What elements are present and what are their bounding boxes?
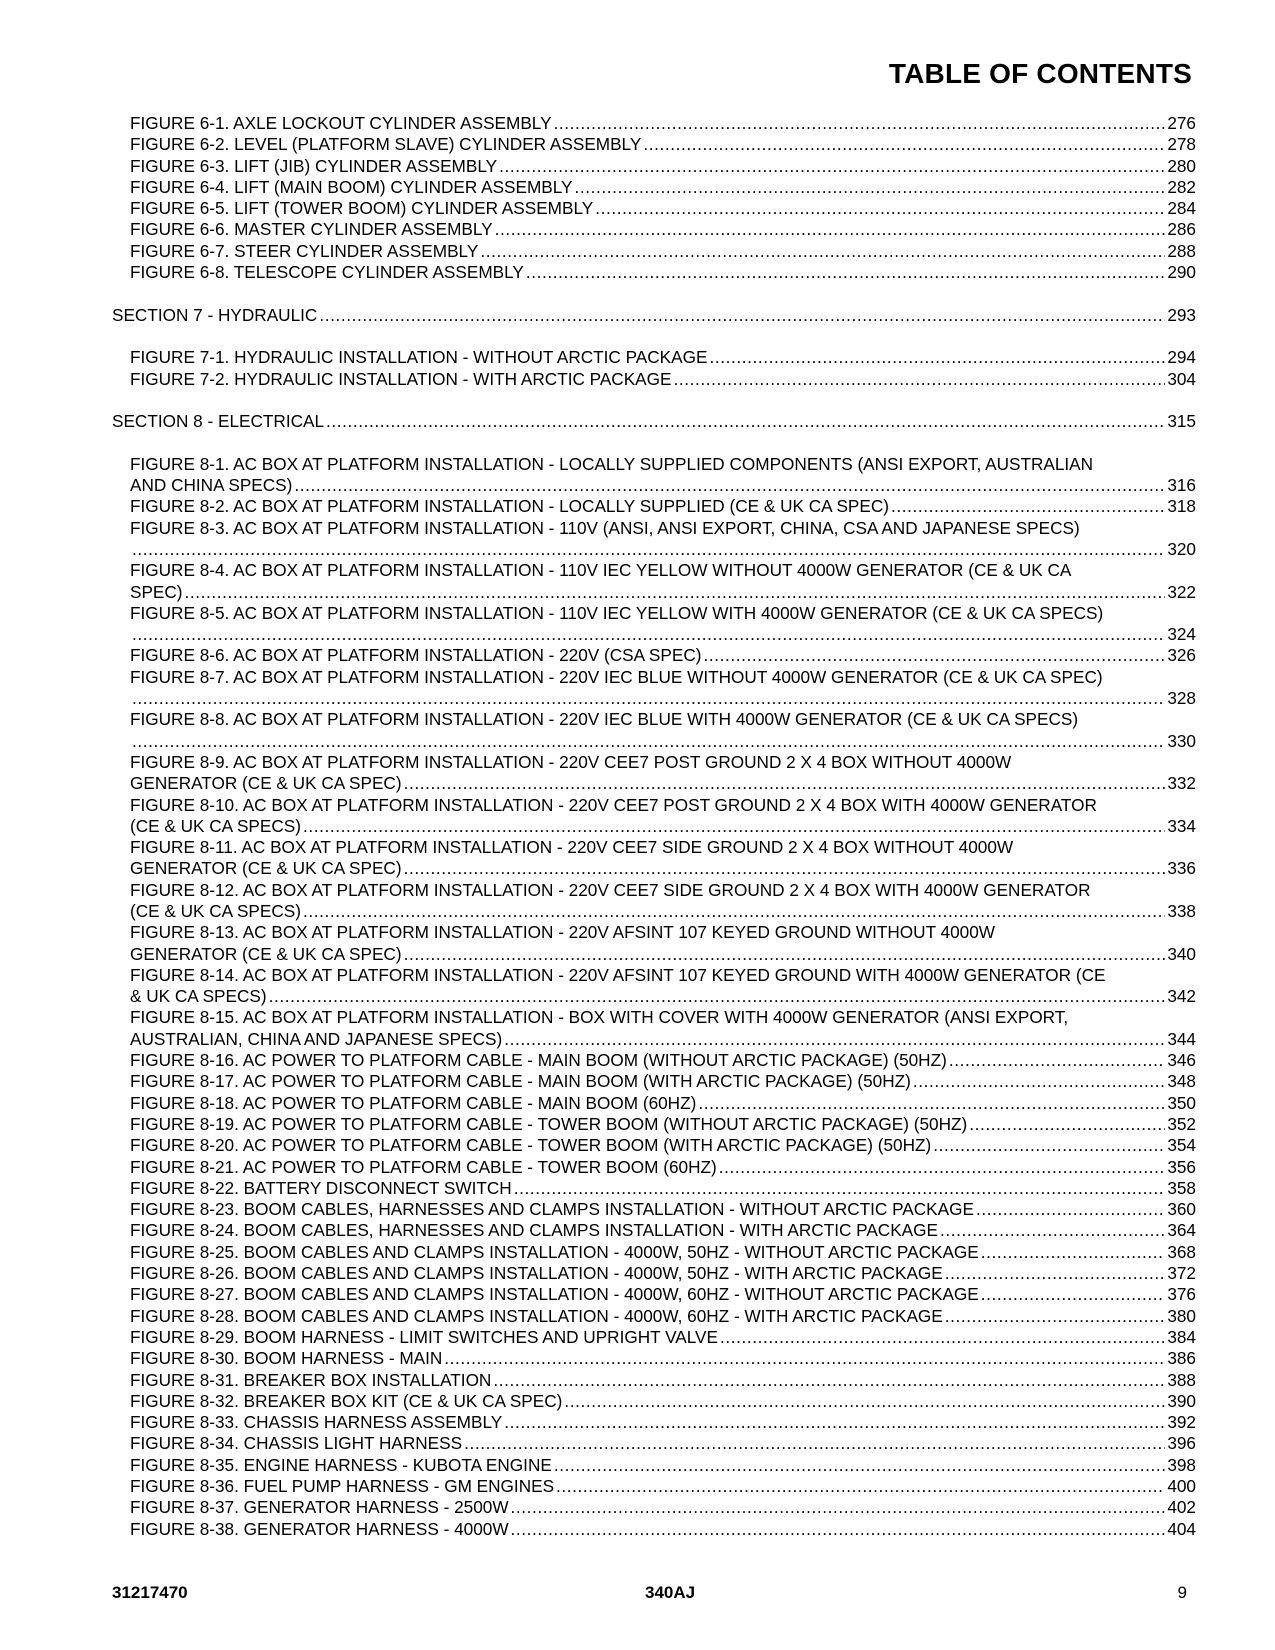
dot-leader bbox=[499, 156, 1165, 177]
toc-page-number: 276 bbox=[1167, 113, 1196, 133]
toc-entry-title: & UK CA SPECS) bbox=[130, 986, 267, 1007]
dot-leader bbox=[945, 1263, 1166, 1284]
dot-leader bbox=[464, 1433, 1165, 1454]
toc-figure-entry[interactable] bbox=[0, 1263, 1275, 1284]
toc-page-number: 364 bbox=[1167, 1220, 1196, 1241]
toc-entry-title: FIGURE 6-5. LIFT (TOWER BOOM) CYLINDER ASSEMBLY bbox=[130, 198, 594, 219]
toc-figure-entry[interactable] bbox=[0, 1093, 1275, 1114]
toc-entry-title: FIGURE 8-38. GENERATOR HARNESS - 4000W bbox=[130, 1518, 509, 1539]
dot-leader bbox=[404, 773, 1166, 794]
toc-entry-title: FIGURE 8-30. BOOM HARNESS - MAIN bbox=[130, 1348, 443, 1369]
toc-figure-entry[interactable] bbox=[0, 113, 1275, 134]
footer-part-number: 31217470 bbox=[112, 1583, 188, 1602]
dot-leader bbox=[514, 1178, 1166, 1199]
toc-page-number: 326 bbox=[1167, 645, 1196, 666]
toc-figure-entry[interactable] bbox=[0, 688, 1275, 709]
toc-figure-entry[interactable] bbox=[0, 901, 1275, 922]
toc-entry-heading-line[interactable]: FIGURE 8-14. AC BOX AT PLATFORM INSTALLATION - 220V AFSINT 107 KEYED GROUND WITH 4000W GENERATOR (CE bbox=[130, 964, 1106, 985]
toc-list bbox=[0, 113, 1275, 1540]
toc-figure-entry[interactable] bbox=[0, 1519, 1275, 1540]
dot-leader bbox=[981, 1242, 1166, 1263]
toc-figure-entry[interactable] bbox=[0, 816, 1275, 837]
toc-figure-entry[interactable] bbox=[0, 1157, 1275, 1178]
toc-page-number: 352 bbox=[1167, 1113, 1196, 1134]
dot-leader bbox=[480, 241, 1165, 262]
toc-section-entry[interactable] bbox=[0, 305, 1275, 326]
toc-figure-entry[interactable] bbox=[0, 1370, 1275, 1391]
toc-entry-heading-line[interactable]: FIGURE 8-9. AC BOX AT PLATFORM INSTALLATION - 220V CEE7 POST GROUND 2 X 4 BOX WITHOUT 4000W bbox=[130, 751, 1012, 772]
toc-entry-heading-line[interactable]: FIGURE 8-13. AC BOX AT PLATFORM INSTALLATION - 220V AFSINT 107 KEYED GROUND WITHOUT 4000W bbox=[130, 922, 995, 943]
toc-entry-title: SECTION 8 - ELECTRICAL bbox=[112, 411, 325, 432]
toc-page-number: 348 bbox=[1167, 1071, 1196, 1092]
toc-page-number: 390 bbox=[1167, 1390, 1196, 1411]
toc-page-number: 400 bbox=[1167, 1476, 1196, 1496]
toc-figure-entry[interactable] bbox=[0, 1391, 1275, 1412]
dot-leader bbox=[913, 1071, 1165, 1092]
toc-figure-entry[interactable] bbox=[0, 496, 1275, 517]
toc-entry-title: GENERATOR (CE & UK CA SPEC) bbox=[130, 858, 402, 879]
toc-figure-entry[interactable] bbox=[0, 347, 1275, 368]
toc-entry-title: FIGURE 7-1. HYDRAULIC INSTALLATION - WITHOUT ARCTIC PACKAGE bbox=[130, 347, 708, 368]
toc-figure-entry[interactable] bbox=[0, 1050, 1275, 1071]
toc-page-number: 368 bbox=[1167, 1241, 1196, 1262]
toc-page-number: 324 bbox=[1167, 624, 1196, 645]
toc-page-number: 282 bbox=[1167, 176, 1196, 197]
dot-leader bbox=[556, 1476, 1165, 1497]
toc-figure-entry[interactable] bbox=[0, 241, 1275, 262]
dot-leader bbox=[526, 262, 1165, 283]
toc-entry-heading-line[interactable]: FIGURE 8-8. AC BOX AT PLATFORM INSTALLATION - 220V IEC BLUE WITH 4000W GENERATOR (CE & UK CA SPECS) bbox=[130, 709, 1079, 730]
dot-leader bbox=[132, 731, 1165, 752]
toc-entry-title: FIGURE 6-3. LIFT (JIB) CYLINDER ASSEMBLY bbox=[130, 155, 498, 176]
toc-entry-title: AND CHINA SPECS) bbox=[130, 475, 293, 496]
toc-entry-title: FIGURE 6-7. STEER CYLINDER ASSEMBLY bbox=[130, 240, 479, 261]
toc-figure-entry[interactable] bbox=[0, 369, 1275, 390]
dot-leader bbox=[949, 1050, 1165, 1071]
toc-entry-heading-line[interactable]: FIGURE 8-12. AC BOX AT PLATFORM INSTALLATION - 220V CEE7 SIDE GROUND 2 X 4 BOX WITH 4000W GENERATOR bbox=[130, 879, 1091, 900]
toc-entry-heading-line[interactable]: FIGURE 8-4. AC BOX AT PLATFORM INSTALLATION - 110V IEC YELLOW WITHOUT 4000W GENERATOR (CE & UK CA bbox=[130, 560, 1072, 581]
toc-entry-title: FIGURE 8-36. FUEL PUMP HARNESS - GM ENGINES bbox=[130, 1476, 555, 1496]
dot-leader bbox=[511, 1497, 1166, 1518]
dot-leader bbox=[940, 1220, 1165, 1241]
toc-entry-title: FIGURE 8-19. AC POWER TO PLATFORM CABLE - TOWER BOOM (WITHOUT ARCTIC PACKAGE) (50HZ) bbox=[130, 1113, 968, 1134]
toc-page-number: 294 bbox=[1167, 347, 1196, 368]
toc-page-number: 334 bbox=[1167, 815, 1196, 836]
dot-leader bbox=[554, 1455, 1165, 1476]
toc-figure-entry[interactable] bbox=[0, 262, 1275, 283]
toc-entry-title: FIGURE 8-21. AC POWER TO PLATFORM CABLE - TOWER BOOM (60HZ) bbox=[130, 1156, 717, 1177]
toc-page-number: 356 bbox=[1167, 1156, 1196, 1177]
toc-figure-entry[interactable] bbox=[0, 1306, 1275, 1327]
dot-leader bbox=[269, 986, 1166, 1007]
dot-leader bbox=[326, 411, 1165, 432]
toc-page-number: 330 bbox=[1167, 730, 1196, 751]
toc-figure-entry[interactable] bbox=[0, 773, 1275, 794]
toc-page-number: 286 bbox=[1167, 219, 1196, 240]
toc-entry-heading-line[interactable]: FIGURE 8-5. AC BOX AT PLATFORM INSTALLATION - 110V IEC YELLOW WITH 4000W GENERATOR (CE & UK CA SPECS) bbox=[130, 602, 1104, 623]
dot-leader bbox=[303, 901, 1165, 922]
toc-figure-entry[interactable] bbox=[0, 198, 1275, 219]
toc-entry-title: FIGURE 8-27. BOOM CABLES AND CLAMPS INSTALLATION - 4000W, 60HZ - WITHOUT ARCTIC PACKAGE bbox=[130, 1284, 979, 1305]
footer-model: 340AJ bbox=[645, 1583, 696, 1602]
toc-page-number: 342 bbox=[1167, 986, 1196, 1007]
toc-entry-title: FIGURE 8-17. AC POWER TO PLATFORM CABLE - MAIN BOOM (WITH ARCTIC PACKAGE) (50HZ) bbox=[130, 1071, 911, 1092]
toc-entry-title: FIGURE 8-31. BREAKER BOX INSTALLATION bbox=[130, 1369, 492, 1390]
toc-page-number: 322 bbox=[1167, 581, 1196, 602]
dot-leader bbox=[511, 1519, 1166, 1540]
dot-leader bbox=[698, 1093, 1165, 1114]
toc-entry-title: FIGURE 8-34. CHASSIS LIGHT HARNESS bbox=[130, 1433, 463, 1454]
toc-entry-title: FIGURE 8-23. BOOM CABLES, HARNESSES AND CLAMPS INSTALLATION - WITHOUT ARCTIC PACKAGE bbox=[130, 1199, 974, 1220]
toc-figure-entry[interactable] bbox=[0, 731, 1275, 752]
toc-page-number: 386 bbox=[1167, 1348, 1196, 1369]
toc-figure-entry[interactable] bbox=[0, 156, 1275, 177]
toc-figure-entry[interactable] bbox=[0, 539, 1275, 560]
toc-section-entry[interactable] bbox=[0, 411, 1275, 432]
dot-leader bbox=[132, 539, 1165, 560]
toc-page-number: 344 bbox=[1167, 1028, 1196, 1049]
toc-entry-heading-line[interactable]: FIGURE 8-1. AC BOX AT PLATFORM INSTALLATION - LOCALLY SUPPLIED COMPONENTS (ANSI EXPORT, AUSTRALIAN bbox=[130, 453, 1094, 474]
dot-leader bbox=[976, 1199, 1165, 1220]
toc-entry-title: FIGURE 8-2. AC BOX AT PLATFORM INSTALLATION - LOCALLY SUPPLIED (CE & UK CA SPEC) bbox=[130, 496, 889, 517]
toc-page-number: 360 bbox=[1167, 1199, 1196, 1220]
toc-entry-title: GENERATOR (CE & UK CA SPEC) bbox=[130, 943, 402, 964]
toc-entry-heading-line[interactable]: FIGURE 8-3. AC BOX AT PLATFORM INSTALLATION - 110V (ANSI, ANSI EXPORT, CHINA, CSA AND JAPANESE SPECS) bbox=[130, 517, 1080, 538]
toc-entry-heading-line[interactable]: FIGURE 8-15. AC BOX AT PLATFORM INSTALLATION - BOX WITH COVER WITH 4000W GENERATOR (ANSI EXPORT, bbox=[130, 1007, 1069, 1028]
dot-leader bbox=[132, 688, 1165, 709]
toc-page-number: 398 bbox=[1167, 1454, 1196, 1475]
toc-page-number: 358 bbox=[1167, 1177, 1196, 1198]
dot-leader bbox=[945, 1306, 1166, 1327]
toc-page-number: 402 bbox=[1167, 1497, 1196, 1518]
toc-figure-entry[interactable] bbox=[0, 1178, 1275, 1199]
toc-figure-entry[interactable] bbox=[0, 1220, 1275, 1241]
toc-entry-title: FIGURE 8-24. BOOM CABLES, HARNESSES AND CLAMPS INSTALLATION - WITH ARCTIC PACKAGE bbox=[130, 1220, 938, 1241]
toc-page-number: 288 bbox=[1167, 240, 1196, 261]
dot-leader bbox=[444, 1348, 1165, 1369]
dot-leader bbox=[185, 582, 1166, 603]
toc-page-number: 280 bbox=[1167, 155, 1196, 176]
dot-leader bbox=[404, 944, 1166, 965]
toc-page-number: 388 bbox=[1167, 1369, 1196, 1390]
toc-entry-title: (CE & UK CA SPECS) bbox=[130, 900, 301, 921]
toc-page-number: 290 bbox=[1167, 262, 1196, 283]
dot-leader bbox=[643, 134, 1165, 155]
toc-figure-entry[interactable] bbox=[0, 1284, 1275, 1305]
toc-entry-title: FIGURE 8-26. BOOM CABLES AND CLAMPS INSTALLATION - 4000W, 50HZ - WITH ARCTIC PACKAGE bbox=[130, 1263, 943, 1284]
toc-spacer bbox=[0, 432, 1275, 453]
dot-leader bbox=[493, 1370, 1165, 1391]
toc-entry-title: SPEC) bbox=[130, 581, 183, 602]
toc-entry-title: FIGURE 6-8. TELESCOPE CYLINDER ASSEMBLY bbox=[130, 262, 524, 283]
toc-entry-title: FIGURE 8-35. ENGINE HARNESS - KUBOTA ENGINE bbox=[130, 1454, 552, 1475]
toc-figure-entry[interactable] bbox=[0, 944, 1275, 965]
toc-page-number: 340 bbox=[1167, 943, 1196, 964]
toc-page-number: 396 bbox=[1167, 1433, 1196, 1454]
toc-page-number: 284 bbox=[1167, 198, 1196, 219]
toc-entry-title: FIGURE 8-20. AC POWER TO PLATFORM CABLE - TOWER BOOM (WITH ARCTIC PACKAGE) (50HZ) bbox=[130, 1135, 932, 1156]
toc-page-number: 278 bbox=[1167, 134, 1196, 155]
toc-entry-heading-line[interactable]: FIGURE 8-7. AC BOX AT PLATFORM INSTALLATION - 220V IEC BLUE WITHOUT 4000W GENERATOR (CE & UK CA SPEC) bbox=[130, 666, 1103, 687]
toc-page-number: 350 bbox=[1167, 1092, 1196, 1113]
toc-figure-entry[interactable] bbox=[0, 219, 1275, 240]
toc-page-number: 320 bbox=[1167, 538, 1196, 559]
toc-page-number: 304 bbox=[1167, 368, 1196, 389]
dot-leader bbox=[404, 858, 1166, 879]
toc-entry-title: FIGURE 6-2. LEVEL (PLATFORM SLAVE) CYLINDER ASSEMBLY bbox=[130, 134, 642, 155]
toc-entry-title: FIGURE 8-37. GENERATOR HARNESS - 2500W bbox=[130, 1497, 509, 1518]
toc-figure-entry[interactable] bbox=[0, 1412, 1275, 1433]
toc-figure-entry[interactable] bbox=[0, 475, 1275, 496]
dot-leader bbox=[981, 1284, 1166, 1305]
toc-entry-title: (CE & UK CA SPECS) bbox=[130, 815, 301, 836]
page-title: TABLE OF CONTENTS bbox=[888, 58, 1192, 89]
toc-entry-title: FIGURE 8-32. BREAKER BOX KIT (CE & UK CA SPEC) bbox=[130, 1390, 563, 1411]
toc-entry-title: FIGURE 6-6. MASTER CYLINDER ASSEMBLY bbox=[130, 219, 493, 240]
toc-entry-title: FIGURE 8-16. AC POWER TO PLATFORM CABLE - MAIN BOOM (WITHOUT ARCTIC PACKAGE) (50HZ) bbox=[130, 1050, 947, 1071]
toc-page-number: 315 bbox=[1167, 411, 1196, 432]
toc-page-number: 293 bbox=[1167, 304, 1196, 325]
toc-entry-title: FIGURE 8-25. BOOM CABLES AND CLAMPS INSTALLATION - 4000W, 50HZ - WITHOUT ARCTIC PACKAGE bbox=[130, 1241, 979, 1262]
toc-figure-entry[interactable] bbox=[0, 1242, 1275, 1263]
toc-figure-entry[interactable] bbox=[0, 1199, 1275, 1220]
dot-leader bbox=[933, 1135, 1165, 1156]
dot-leader bbox=[709, 347, 1165, 368]
toc-figure-entry[interactable] bbox=[0, 1348, 1275, 1369]
toc-page-number: 338 bbox=[1167, 900, 1196, 921]
dot-leader bbox=[319, 305, 1165, 326]
toc-figure-entry[interactable] bbox=[0, 1135, 1275, 1156]
toc-entry-title: FIGURE 8-18. AC POWER TO PLATFORM CABLE - MAIN BOOM (60HZ) bbox=[130, 1092, 697, 1113]
toc-page-number: 346 bbox=[1167, 1050, 1196, 1071]
toc-page-number: 316 bbox=[1167, 475, 1196, 496]
toc-figure-entry[interactable] bbox=[0, 134, 1275, 155]
toc-figure-entry[interactable] bbox=[0, 1433, 1275, 1454]
toc-entry-title: FIGURE 6-4. LIFT (MAIN BOOM) CYLINDER ASSEMBLY bbox=[130, 176, 573, 197]
toc-entry-heading-line[interactable]: FIGURE 8-11. AC BOX AT PLATFORM INSTALLATION - 220V CEE7 SIDE GROUND 2 X 4 BOX WITHOUT 4000W bbox=[130, 837, 1014, 858]
dot-leader bbox=[504, 1029, 1165, 1050]
dot-leader bbox=[303, 816, 1165, 837]
toc-figure-entry[interactable] bbox=[0, 1497, 1275, 1518]
toc-figure-entry[interactable] bbox=[0, 624, 1275, 645]
toc-page-number: 380 bbox=[1167, 1305, 1196, 1326]
toc-entry-title: FIGURE 6-1. AXLE LOCKOUT CYLINDER ASSEMBLY bbox=[130, 113, 552, 133]
toc-page-number: 332 bbox=[1167, 773, 1196, 794]
toc-figure-entry[interactable] bbox=[0, 1114, 1275, 1135]
toc-entry-title: SECTION 7 - HYDRAULIC bbox=[112, 304, 318, 325]
toc-figure-entry[interactable] bbox=[0, 1455, 1275, 1476]
toc-figure-entry[interactable] bbox=[0, 858, 1275, 879]
dot-leader bbox=[564, 1391, 1165, 1412]
dot-leader bbox=[595, 198, 1165, 219]
toc-page-number: 372 bbox=[1167, 1263, 1196, 1284]
dot-leader bbox=[132, 624, 1165, 645]
toc-page-number: 328 bbox=[1167, 688, 1196, 709]
toc-figure-entry[interactable] bbox=[0, 1029, 1275, 1050]
dot-leader bbox=[575, 177, 1166, 198]
toc-entry-title: GENERATOR (CE & UK CA SPEC) bbox=[130, 773, 402, 794]
dot-leader bbox=[720, 1327, 1165, 1348]
dot-leader bbox=[495, 219, 1166, 240]
dot-leader bbox=[294, 475, 1165, 496]
dot-leader bbox=[969, 1114, 1165, 1135]
dot-leader bbox=[504, 1412, 1165, 1433]
toc-entry-title: FIGURE 8-22. BATTERY DISCONNECT SWITCH bbox=[130, 1177, 512, 1198]
toc-figure-entry[interactable] bbox=[0, 1071, 1275, 1092]
toc-page-number: 318 bbox=[1167, 496, 1196, 517]
toc-figure-entry[interactable] bbox=[0, 1327, 1275, 1348]
toc-figure-entry[interactable] bbox=[0, 986, 1275, 1007]
toc-entry-title: AUSTRALIAN, CHINA AND JAPANESE SPECS) bbox=[130, 1028, 503, 1049]
dot-leader bbox=[673, 369, 1165, 390]
toc-spacer bbox=[0, 283, 1275, 304]
dot-leader bbox=[891, 496, 1165, 517]
toc-page-number: 392 bbox=[1167, 1412, 1196, 1433]
dot-leader bbox=[703, 645, 1165, 666]
toc-entry-title: FIGURE 7-2. HYDRAULIC INSTALLATION - WITH ARCTIC PACKAGE bbox=[130, 368, 672, 389]
toc-entry-heading-line[interactable]: FIGURE 8-10. AC BOX AT PLATFORM INSTALLATION - 220V CEE7 POST GROUND 2 X 4 BOX WITH 4000W GENERATOR bbox=[130, 794, 1097, 815]
toc-figure-entry[interactable] bbox=[0, 1476, 1275, 1497]
toc-page-number: 376 bbox=[1167, 1284, 1196, 1305]
dot-leader bbox=[554, 113, 1166, 134]
toc-figure-entry[interactable] bbox=[0, 177, 1275, 198]
toc-entry-title: FIGURE 8-28. BOOM CABLES AND CLAMPS INSTALLATION - 4000W, 60HZ - WITH ARCTIC PACKAGE bbox=[130, 1305, 943, 1326]
toc-figure-entry[interactable] bbox=[0, 645, 1275, 666]
toc-spacer bbox=[0, 326, 1275, 347]
toc-entry-title: FIGURE 8-33. CHASSIS HARNESS ASSEMBLY bbox=[130, 1412, 503, 1433]
toc-entry-title: FIGURE 8-6. AC BOX AT PLATFORM INSTALLATION - 220V (CSA SPEC) bbox=[130, 645, 702, 666]
toc-figure-entry[interactable] bbox=[0, 582, 1275, 603]
toc-page-number: 336 bbox=[1167, 858, 1196, 879]
toc-page-number: 384 bbox=[1167, 1326, 1196, 1347]
toc-page-number: 404 bbox=[1167, 1518, 1196, 1539]
toc-entry-title: FIGURE 8-29. BOOM HARNESS - LIMIT SWITCHES AND UPRIGHT VALVE bbox=[130, 1326, 718, 1347]
toc-spacer bbox=[0, 390, 1275, 411]
footer-page-number: 9 bbox=[1177, 1583, 1187, 1602]
toc-page-number: 354 bbox=[1167, 1135, 1196, 1156]
dot-leader bbox=[719, 1157, 1166, 1178]
